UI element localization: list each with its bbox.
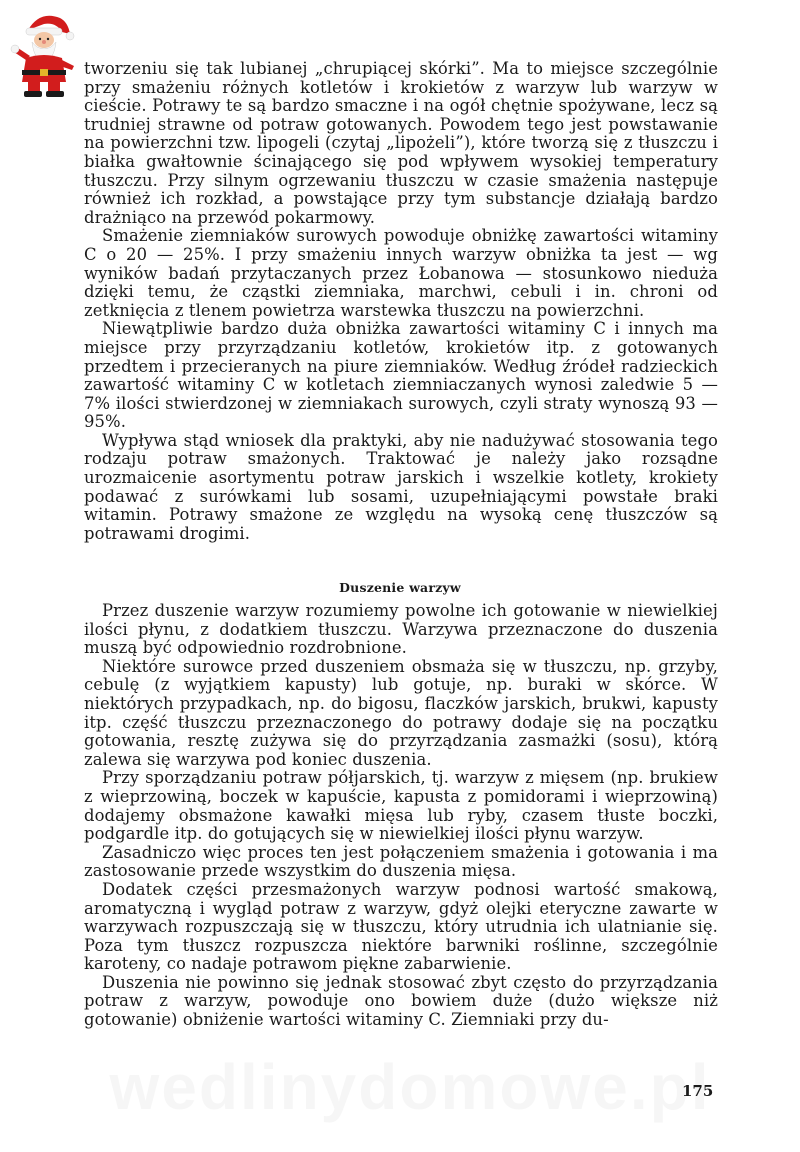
paragraph: tworzeniu się tak lubianej „chrupiącej skórki”. Ma to miejsce szczególnie przy smażeniu różnych kotletów i krokietów z warzyw lub warzyw w cieście. Potrawy te są bardzo smaczne i na ogół chętnie spożywane, lecz są trudniej strawne od potraw gotowanych. Powodem tego jest powstawanie na powierzchni tzw. lipogeli (czytaj „lipożeli”), które tworzą się z tłuszczu i białka gwałtownie ścinającego się pod wpływem wysokiej temperatury tłuszczu. Przy silnym ogrzewaniu tłuszczu w czasie smażenia następuje również ich rozkład, a powstające przy tym substancje działają bardzo drażniąco na przewód pokarmowy. [84, 59, 718, 227]
paragraph: Dodatek części przesmażonych warzyw podnosi wartość smakową, aromatyczną i wygląd potraw z warzyw, gdyż olejki eteryczne zawarte w warzywach rozpuszczają się w tłuszczu, który utrudnia ich ulatnianie się. Poza tym tłuszcz rozpuszcza niektóre barwniki roślinne, szczególnie karoteny, co nadaje potrawom piękne zabarwienie. [84, 879, 718, 974]
paragraph: Zasadniczo więc proces ten jest połączeniem smażenia i gotowania i ma zastosowanie przede wszystkim do duszenia mięsa. [84, 842, 718, 881]
paragraph: Duszenia nie powinno się jednak stosować zbyt często do przyrządzania potraw z warzyw, powoduje ono bowiem duże (dużo większe niż gotowanie) obniżenie wartości witaminy C. Ziemniaki przy du- [84, 972, 718, 1030]
paragraph: Wypływa stąd wniosek dla praktyki, aby nie nadużywać stosowania tego rodzaju potraw smażonych. Traktować je należy jako rozsądne urozmaicenie asortymentu potraw jarskich i wszelkie kotlety, krokiety podawać z surówkami lub sosami, uzupełniającymi powstałe braki witamin. Potrawy smażone ze względu na wysoką cenę tłuszczów są potrawami drogimi. [84, 430, 718, 543]
paragraph: Niektóre surowce przed duszeniem obsmaża się w tłuszczu, np. grzyby, cebulę (z wyjątkiem kapusty) lub gotuje, np. buraki w skórce. W niektórych przypadkach, np. do bigosu, flaczków jarskich, brukwi, kapusty itp. część tłuszczu przeznaczonego do potrawy dodaje się na początku gotowania, resztę zużywa się do przyrządzania zasmażki (sosu), którą zalewa się warzywa pod koniec duszenia. [84, 656, 718, 769]
watermark [90, 1050, 730, 1124]
paragraph: Przy sporządzaniu potraw półjarskich, tj. warzyw z mięsem (np. brukiew z wieprzowiną, boczek w kapuście, kapusta z pomidorami i wieprzowiną) dodajemy obsmażone kawałki mięsa lub ryby, czasem tłuste boczki, podgardle itp. do gotujących się w niewielkiej ilości płynu warzyw. [84, 768, 718, 844]
paragraph: Przez duszenie warzyw rozumiemy powolne ich gotowanie w niewielkiej ilości płynu, z dodatkiem tłuszczu. Warzywa przeznaczone do duszenia muszą być odpowiednio rozdrobnione. [84, 601, 718, 658]
bottom-text-block [84, 602, 718, 1030]
paragraph: Smażenie ziemniaków surowych powoduje obniżkę zawartości witaminy C o 20 — 25%. I przy smażeniu innych warzyw obniżka ta jest — wg wyników badań przytaczanych przez Łobanowa — stosunkowo nieduża dzięki temu, że cząstki ziemniaka, marchwi, cebuli i in. chroni od zetknięcia z tlenem powietrza warstewka tłuszczu na powierzchni. [84, 226, 718, 320]
section-heading: Duszenie warzyw [339, 580, 461, 595]
top-text-block [84, 60, 718, 543]
santa-logo-icon [10, 8, 78, 98]
paragraph: Niewątpliwie bardzo duża obniżka zawartości witaminy C i innych ma miejsce przy przyrządzaniu kotletów, krokietów itp. z gotowanych przedtem i przecieranych na piure ziemniaków. Według źródeł radzieckich zawartość witaminy C w kotletach ziemniaczanych wynosi zaledwie 5 — 7% ilości stwierdzonej w ziemniakach surowych, czyli straty wynoszą 93 — 95%. [84, 319, 718, 432]
page-number: 175 [682, 1082, 714, 1100]
